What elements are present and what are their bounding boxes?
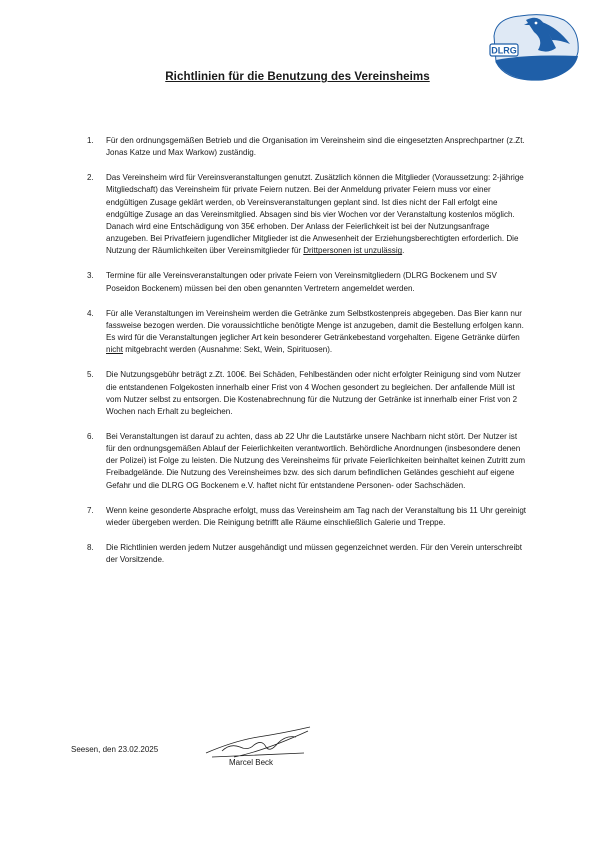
rule-item	[87, 270, 527, 294]
rule-text-segment: Die Richtlinien werden jedem Nutzer ausgehändigt und müssen gegenzeichnet werden. Für den Verein unterschreibt der Vorsitzende.	[106, 543, 523, 565]
place-date: Seesen, den 23.02.2025	[71, 745, 159, 754]
rule-item	[87, 172, 527, 257]
rule-item	[87, 308, 527, 357]
rule-number: 5.	[87, 370, 94, 380]
rule-text	[106, 136, 525, 157]
rule-number: 1.	[87, 136, 94, 145]
rule-text-segment: Bei Veranstaltungen ist darauf zu achten, dass ab 22 Uhr die Lautstärke unsere Nachbarn nicht stört. Der Nutzer ist für den ordnungsgemäßen Ablauf der Feierlichkeiten verantwortlich. Behördliche Anordnungen (insbesondere denen der Polizei) ist Folge zu leisten. Die Nutzung des Vereinsheims für private Feierlichkeiten beinhaltet keinen Zutritt zum Freibadgelände. Die Nutzung des Vereinsheimes bzw. des sich darum befindlichen Geländes geschieht auf eigene Gefahr und die DLRG OG Bockenem e.V. haftet nicht für entstandene Personen- oder Sachschäden.	[106, 431, 526, 490]
rule-item	[87, 505, 527, 529]
rule-text-segment: Wenn keine gesonderte Absprache erfolgt, muss das Vereinsheim am Tag nach der Veranstaltung bis 11 Uhr gereinigt wieder übergeben werden. Die Reinigung betrifft alle Räume einschließlich Galerie und Treppe.	[106, 505, 527, 527]
signer-name: Marcel Beck	[229, 758, 274, 767]
rule-text	[106, 370, 521, 415]
rules-list	[87, 135, 527, 579]
rule-text	[106, 506, 526, 527]
handwritten-signature	[204, 723, 316, 763]
rule-text	[106, 543, 522, 564]
logo-text: DLRG	[491, 45, 517, 56]
rule-text	[106, 432, 525, 490]
rule-item	[87, 135, 527, 159]
rule-number: 2.	[87, 173, 94, 183]
document-title: Richtlinien für die Benutzung des Vereinsheims	[165, 70, 430, 83]
rule-text-segment: .	[402, 246, 405, 256]
rule-text	[106, 173, 524, 255]
rule-item	[87, 369, 527, 418]
rule-text-emphasis: nicht	[106, 345, 123, 355]
rule-number: 3.	[87, 271, 94, 281]
rule-text-segment: Die Nutzungsgebühr beträgt z.Zt. 100€. Bei Schäden, Fehlbeständen oder nicht erfolgter Reinigung sind vom Nutzer die entstandenen Folgekosten innerhalb einer Frist von 4 Wochen gesondert zu begleichen. Der anfallende Müll ist vom Nutzer selbst zu entsorgen. Die Kostenabrechnung für die Nutzung der Getränke ist innerhalb einer Frist von 2 Wochen nach Erhalt zu begleichen.	[106, 370, 521, 416]
rule-text	[106, 271, 497, 292]
rule-text-segment: mitgebracht werden (Ausnahme: Sekt, Wein, Spirituosen).	[123, 345, 333, 355]
rule-number: 4.	[87, 308, 94, 318]
rule-text-segment: Das Vereinsheim wird für Vereinsveranstaltungen genutzt. Zusätzlich können die Mitglieder (Voraussetzung: 2-jährige Mitgliedschaft) das Vereinsheim für private Feiern nutzen. Bei der Anmeldung privater Feiern muss vor einer endgültigen Zusage geklärt werden, ob Vereinsveranstaltungen geplant sind. Ist dies nicht der Fall erfolgt eine endgültige Zusage an das Vereinsmitglied. Absagen sind bis vier Wochen vor der Veranstaltung kostenlos möglich. Danach wird eine Entschädigung von 35€ erhoben. Der Anlass der Feierlichkeit ist bei der Nutzungsanfrage anzugeben. Bei Privatfeiern jugendlicher Mitglieder ist die Anwesenheit der Erziehungsberechtigten erforderlich. Die Nutzung der Räumlichkeiten über Vereinsmitglieder für	[106, 173, 524, 256]
rule-number: 7.	[87, 505, 94, 515]
rule-item	[87, 431, 527, 492]
rule-text-segment: Für alle Veranstaltungen im Vereinsheim werden die Getränke zum Selbstkostenpreis abgegeben. Das Bier kann nur fassweise bezogen werden. Die voraussichtliche benötigte Menge ist anzugeben, damit die Bestellung erfolgen kann. Es wird für die Veranstaltungen jeglicher Art kein besonderer Getränkebestand vorgehalten. Eigene Getränke dürfen	[106, 308, 524, 343]
rule-text	[106, 309, 524, 354]
rule-text-segment: Termine für alle Vereinsveranstaltungen oder private Feiern von Vereinsmitgliedern (DLRG Bockenem und SV Poseidon Bockenem) müssen bei den oben genannten Vertretern angemeldet werden.	[106, 271, 497, 293]
rule-text-segment: Für den ordnungsgemäßen Betrieb und die Organisation im Vereinsheim sind die eingesetzten Ansprechpartner (z.Zt. Jonas Katze und Max Warkow) zuständig.	[106, 136, 525, 158]
rule-number: 6.	[87, 431, 94, 441]
rule-number: 8.	[87, 543, 94, 553]
rule-item	[87, 542, 527, 566]
rule-text-emphasis: Drittpersonen ist unzulässig	[303, 246, 403, 256]
